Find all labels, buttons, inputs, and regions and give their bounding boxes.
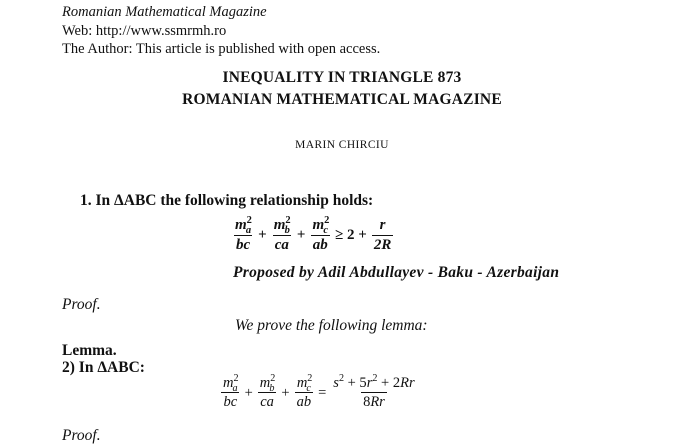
fraction: $\frac{m^2_c}{ab}$ (296, 373, 313, 411)
fraction: $\frac{s^2 + 5r^2 + 2Rr}{8Rr}$ (333, 373, 415, 411)
fraction: $\frac{m^2_a}{bc}$ (223, 373, 239, 411)
fraction: $\frac{m^2_b}{ca}$ (273, 215, 291, 253)
title-line-2: ROMANIAN MATHEMATICAL MAGAZINE (182, 91, 502, 108)
fraction: $\frac{m^2_a}{bc}$ (235, 215, 252, 253)
lemma-intro: We prove the following lemma: (235, 317, 428, 334)
main-inequality: $\frac{m^2_a}{bc}$ + $\frac{m^2_b}{ca}$ + $\frac{m^2_c}{ab}$ ≥ 2 + $\frac{r}{2R}$ (235, 215, 392, 253)
fraction: $\frac{m^2_b}{ca}$ (259, 373, 276, 411)
problem-statement: 1. In ΔABC the following relationship holds: (80, 192, 374, 209)
lemma-heading: Lemma. (62, 342, 117, 359)
open-access-note: The Author: This article is published with open access. (62, 41, 381, 57)
fraction: $\frac{r}{2R}$ (373, 217, 392, 253)
journal-web: Web: http://www.ssmrmh.ro (62, 23, 227, 39)
journal-name: Romanian Mathematical Magazine (62, 4, 267, 20)
author-name: MARIN CHIRCIU (295, 139, 389, 151)
title-line-1: INEQUALITY IN TRIANGLE 873 (222, 69, 462, 86)
proof-label: Proof. (62, 296, 101, 313)
lemma-statement: 2) In ΔABC: (62, 359, 145, 376)
proposed-by: Proposed by Adil Abdullayev - Baku - Azerbaijan (233, 264, 560, 281)
proof-label: Proof. (62, 427, 101, 444)
lemma-equation: $\frac{m^2_a}{bc}$ + $\frac{m^2_b}{ca}$ + $\frac{m^2_c}{ab}$ = $\frac{s^2 + 5r^2 + 2Rr}{8Rr}$ (223, 373, 415, 411)
fraction: $\frac{m^2_c}{ab}$ (312, 215, 330, 253)
